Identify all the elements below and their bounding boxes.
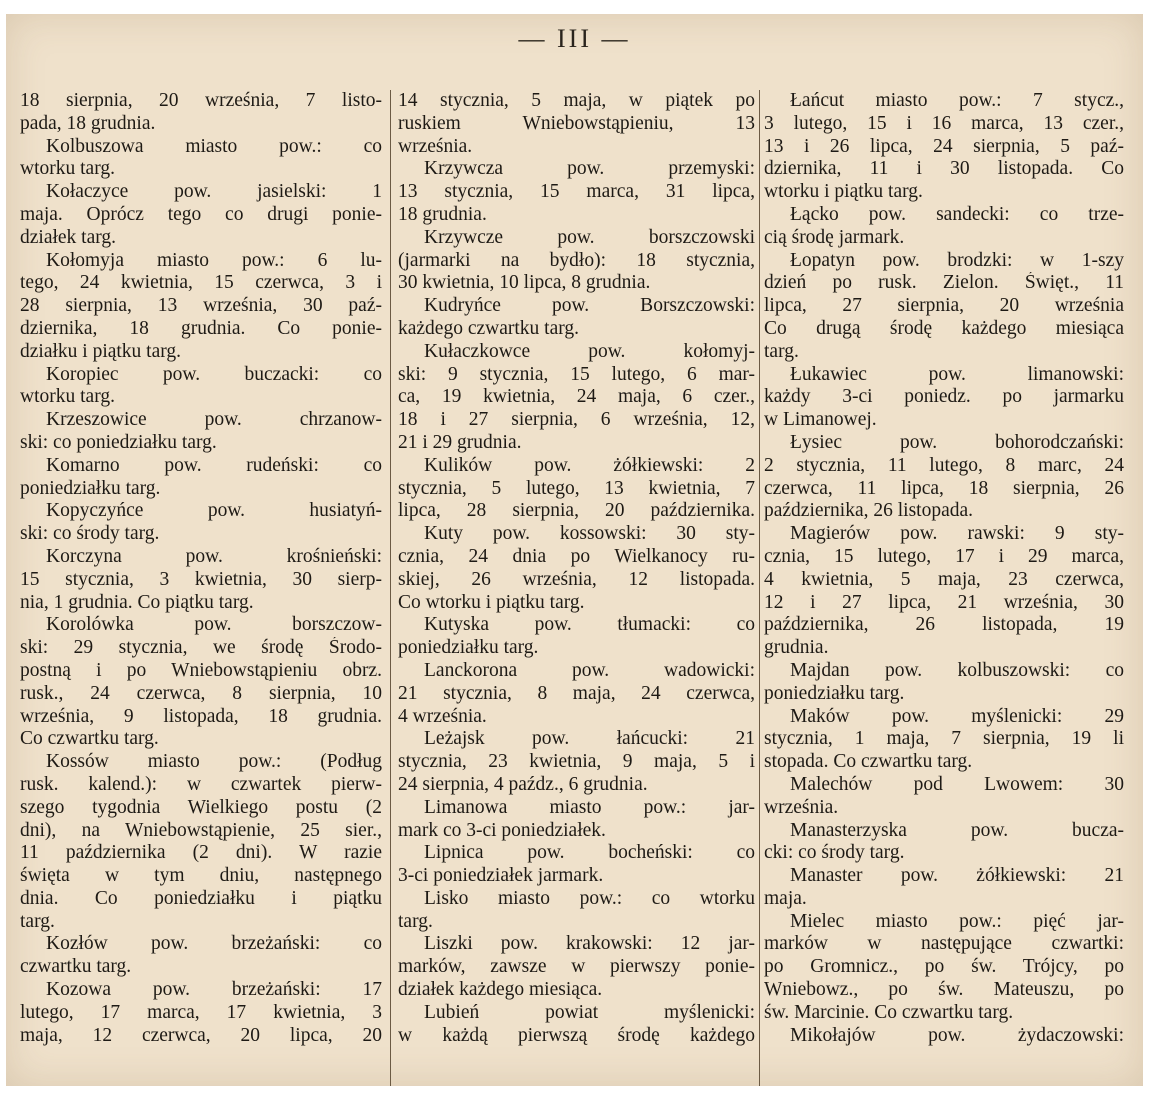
text-line: dziernika, 11 i 30 listopada. Co	[764, 158, 1124, 180]
text-line: maja, 12 czerwca, 20 lipca, 20	[20, 1024, 382, 1046]
text-line: 30 kwietnia, 10 lipca, 8 grudnia.	[398, 272, 651, 294]
text-line: czwartku targ.	[20, 956, 132, 978]
text-line: Magierów pow. rawski: 9 sty-	[790, 523, 1124, 545]
text-line: Korolówka pow. borszczow-	[46, 614, 382, 636]
text-line: ski: 29 stycznia, we środę Środo-	[20, 637, 382, 659]
text-line: Koropiec pow. buczacki: co	[46, 363, 382, 385]
text-line: działek targ.	[20, 226, 117, 248]
text-line: stycznia, 23 kwietnia, 9 maja, 5 i	[398, 751, 755, 773]
text-line: 13 i 26 lipca, 24 sierpnia, 5 paź-	[764, 135, 1124, 157]
text-line: 21 i 29 grudnia.	[398, 431, 522, 453]
text-line: postną i po Wniebowstąpieniu obrz.	[20, 659, 382, 681]
text-line: po Gromnicz., po św. Trójcy, po	[764, 956, 1124, 978]
column-divider	[759, 90, 760, 1086]
text-line: tego, 24 kwietnia, 15 czerwca, 3 i	[20, 272, 382, 294]
text-line: poniedziałku targ.	[764, 682, 905, 704]
text-line: Co drugą środę każdego miesiąca	[764, 317, 1124, 339]
text-line: Kozowa pow. brzeżański: 17	[46, 979, 382, 1001]
text-line: Łukawiec pow. limanowski:	[790, 363, 1124, 385]
text-line: Lisko miasto pow.: co wtorku	[424, 887, 755, 909]
text-line: ruskiem Wniebowstąpieniu, 13	[398, 112, 755, 134]
text-line: nia, 1 grudnia. Co piątku targ.	[20, 591, 254, 613]
text-line: Kołaczyce pow. jasielski: 1	[46, 181, 382, 203]
text-line: Krzywcza pow. przemyski:	[424, 158, 755, 180]
text-line: Krzeszowice pow. chrzanow-	[46, 409, 382, 431]
text-line: października, 26 listopada, 19	[764, 614, 1124, 636]
text-line: 4 kwietnia, 5 maja, 23 czerwca,	[764, 568, 1124, 590]
text-line: Kopyczyńce pow. husiatyń-	[46, 500, 382, 522]
text-line: rusk., 24 czerwca, 8 sierpnia, 10	[20, 682, 382, 704]
text-line: Krzywcze pow. borszczowski	[424, 226, 755, 248]
text-line: 21 stycznia, 8 maja, 24 czerwca,	[398, 682, 755, 704]
text-line: wtorku i piątku targ.	[764, 181, 923, 203]
text-line: Kutyska pow. tłumacki: co	[424, 614, 755, 636]
text-line: cznia, 24 dnia po Wielkanocy ru-	[398, 545, 755, 567]
text-line: poniedziałku targ.	[398, 637, 539, 659]
text-line: maja. Oprócz tego co drugi ponie-	[20, 203, 382, 225]
text-line: ski: co poniedziałku targ.	[20, 431, 217, 453]
text-line: 3 lutego, 15 i 16 marca, 13 czer.,	[764, 112, 1124, 134]
text-line: lipca, 27 sierpnia, 20 września	[764, 295, 1124, 317]
text-line: Lanckorona pow. wadowicki:	[424, 659, 755, 681]
text-line: 2 stycznia, 11 lutego, 8 marc, 24	[764, 454, 1124, 476]
page-number: — III —	[518, 24, 631, 53]
text-line: 14 stycznia, 5 maja, w piątek po	[398, 90, 755, 111]
text-line: stopada. Co czwartku targ.	[764, 751, 973, 773]
text-line: lutego, 17 marca, 17 kwietnia, 3	[20, 1001, 382, 1023]
column-divider	[390, 90, 391, 1086]
text-line: dnia. Co poniedziałku i piątku	[20, 887, 382, 909]
text-line: Kossów miasto pow.: (Podług	[46, 751, 382, 773]
text-line: rusk. kalend.): w czwartek pierw-	[20, 773, 382, 795]
text-line: Mielec miasto pow.: pięć jar-	[790, 910, 1124, 932]
text-line: stycznia, 5 lutego, 13 kwietnia, 7	[398, 477, 755, 499]
text-line: cią środę jarmark.	[764, 226, 905, 248]
text-line: każdy 3-ci poniedz. po jarmarku	[764, 386, 1124, 408]
text-column-2	[398, 90, 755, 1047]
text-line: 28 sierpnia, 13 września, 30 paź-	[20, 295, 382, 317]
text-line: działku i piątku targ.	[20, 340, 182, 362]
text-line: października, 26 listopada.	[764, 500, 974, 522]
text-line: w każdą pierwszą środę każdego	[398, 1024, 755, 1046]
text-line: Kołomyja miasto pow.: 6 lu-	[46, 249, 382, 271]
text-line: mark co 3-ci poniedziałek.	[398, 819, 606, 841]
text-line: września.	[764, 796, 839, 818]
text-line: Mikołajów pow. żydaczowski:	[790, 1024, 1124, 1046]
text-line: ca, 19 kwietnia, 24 maja, 6 czer.,	[398, 386, 755, 408]
text-line: grudnia.	[764, 637, 829, 659]
text-line: święta w tym dniu, następnego	[20, 865, 382, 887]
text-line: każdego czwartku targ.	[398, 317, 580, 339]
text-line: targ.	[20, 910, 55, 932]
text-line: Kudryńce pow. Borszczowski:	[424, 295, 755, 317]
text-line: Komarno pow. rudeński: co	[46, 454, 382, 476]
text-line: Kozłów pow. brzeżański: co	[46, 933, 382, 955]
text-line: 18 grudnia.	[398, 203, 487, 225]
text-line: 11 października (2 dni). W razie	[20, 842, 382, 864]
text-line: skiej, 26 września, 12 listopada.	[398, 568, 755, 590]
text-line: cznia, 15 lutego, 17 i 29 marca,	[764, 545, 1124, 567]
text-line: Leżajsk pow. łańcucki: 21	[424, 728, 755, 750]
text-line: marków w następujące czwartki:	[764, 933, 1124, 955]
text-line: ski: 9 stycznia, 15 lutego, 6 mar-	[398, 363, 755, 385]
text-line: Kułaczkowce pow. kołomyj-	[424, 340, 755, 362]
text-line: Wniebowz., po św. Mateuszu, po	[764, 979, 1124, 1001]
text-line: Lipnica pow. bocheński: co	[424, 842, 755, 864]
text-line: Kolbuszowa miasto pow.: co	[46, 135, 382, 157]
text-line: 4 września.	[398, 705, 487, 727]
text-line: września, 9 listopada, 18 grudnia.	[20, 705, 382, 727]
text-line: Łańcut miasto pow.: 7 stycz.,	[790, 90, 1124, 111]
text-line: czerwca, 11 lipca, 18 sierpnia, 26	[764, 477, 1124, 499]
text-line: 18 sierpnia, 20 września, 7 listo-	[20, 90, 382, 111]
text-line: Co wtorku i piątku targ.	[398, 591, 585, 613]
text-line: św. Marcinie. Co czwartku targ.	[764, 1001, 1014, 1023]
text-line: Lubień powiat myślenicki:	[424, 1001, 755, 1023]
text-line: wtorku targ.	[20, 158, 115, 180]
text-line: Łącko pow. sandecki: co trze-	[790, 203, 1124, 225]
text-line: dzień po rusk. Zielon. Święt., 11	[764, 272, 1124, 294]
text-line: Manaster pow. żółkiewski: 21	[790, 865, 1124, 887]
text-line: marków, zawsze w pierwszy ponie-	[398, 956, 755, 978]
text-line: Łopatyn pow. brodzki: w 1-szy	[790, 249, 1124, 271]
text-line: maja.	[764, 887, 807, 909]
text-line: stycznia, 1 maja, 7 sierpnia, 19 li	[764, 728, 1124, 750]
text-line: cki: co środy targ.	[764, 842, 905, 864]
text-line: dziernika, 18 grudnia. Co ponie-	[20, 317, 382, 339]
text-line: września.	[398, 135, 473, 157]
text-line: Co czwartku targ.	[20, 728, 159, 750]
text-column-3	[764, 90, 1124, 1047]
text-line: 3-ci poniedziałek jarmark.	[398, 865, 604, 887]
text-line: 12 i 27 lipca, 21 września, 30	[764, 591, 1124, 613]
text-line: Malechów pod Lwowem: 30	[790, 773, 1124, 795]
text-line: dni), na Wniebowstąpienie, 25 sier.,	[20, 819, 382, 841]
text-line: pada, 18 grudnia.	[20, 112, 156, 134]
text-line: Limanowa miasto pow.: jar-	[424, 796, 755, 818]
text-line: Majdan pow. kolbuszowski: co	[790, 659, 1124, 681]
text-line: ski: co środy targ.	[20, 523, 160, 545]
text-line: działek każdego miesiąca.	[398, 979, 603, 1001]
text-line: poniedziałku targ.	[20, 477, 161, 499]
text-line: targ.	[764, 340, 799, 362]
text-line: w Limanowej.	[764, 409, 877, 431]
text-line: lipca, 28 sierpnia, 20 października.	[398, 500, 755, 522]
text-line: 18 i 27 sierpnia, 6 września, 12,	[398, 409, 755, 431]
text-line: Korczyna pow. krośnieński:	[46, 545, 382, 567]
text-line: Kuty pow. kossowski: 30 sty-	[424, 523, 755, 545]
text-line: wtorku targ.	[20, 386, 115, 408]
text-line: Maków pow. myślenicki: 29	[790, 705, 1124, 727]
text-line: 13 stycznia, 15 marca, 31 lipca,	[398, 181, 755, 203]
text-line: 24 sierpnia, 4 paźdz., 6 grudnia.	[398, 773, 648, 795]
text-line: (jarmarki na bydło): 18 stycznia,	[398, 249, 755, 271]
text-line: Manasterzyska pow. bucza-	[790, 819, 1124, 841]
text-column-1	[20, 90, 382, 1047]
text-line: Łysiec pow. bohorodczański:	[790, 431, 1124, 453]
document-page	[6, 14, 1143, 1086]
text-line: Kulików pow. żółkiewski: 2	[424, 454, 755, 476]
text-line: szego tygodnia Wielkiego postu (2	[20, 796, 382, 818]
text-line: Liszki pow. krakowski: 12 jar-	[424, 933, 755, 955]
text-line: targ.	[398, 910, 433, 932]
text-line: 15 stycznia, 3 kwietnia, 30 sierp-	[20, 568, 382, 590]
